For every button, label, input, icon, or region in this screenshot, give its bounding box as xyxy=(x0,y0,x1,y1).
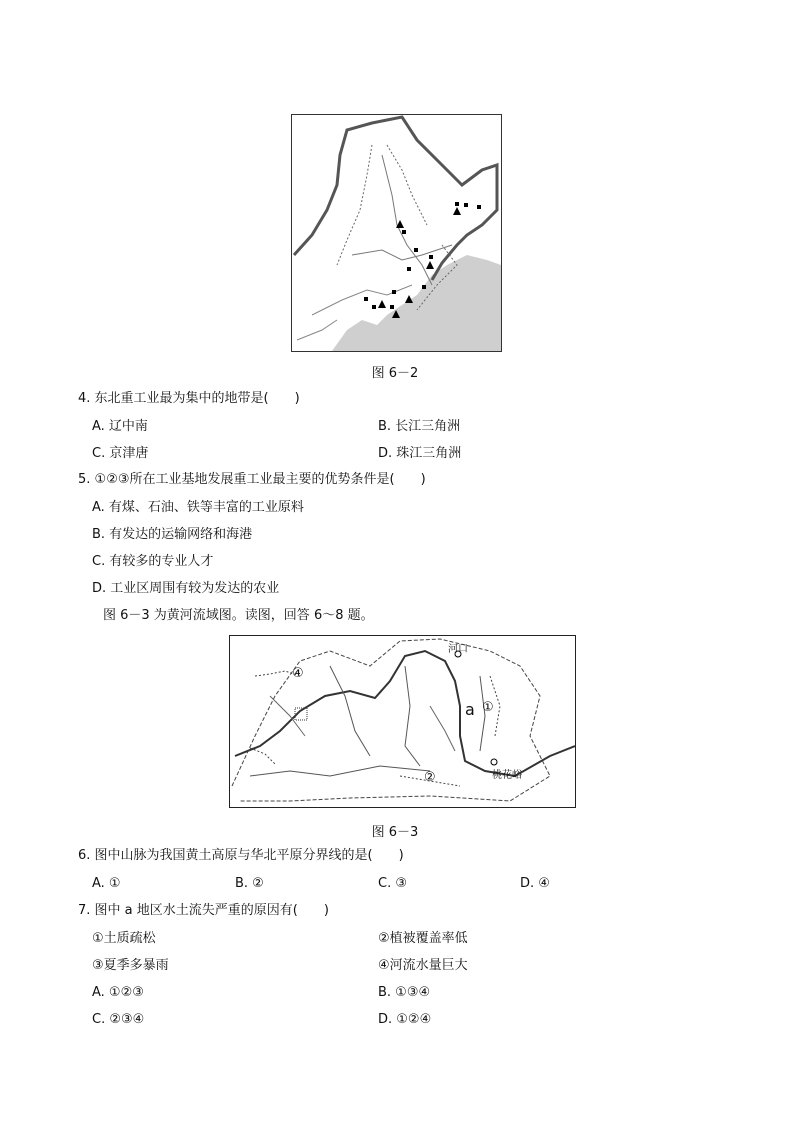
yellow-river-basin-map xyxy=(229,635,576,808)
question-4-option-b[interactable]: B. 长江三角洲 xyxy=(378,419,461,434)
question-6-option-a[interactable]: A. ① xyxy=(92,876,121,891)
question-6-stem: 6. 图中山脉为我国黄土高原与华北平原分界线的是( ) xyxy=(78,848,404,863)
question-5-stem: 5. ①②③所在工业基地发展重工业最主要的优势条件是( ) xyxy=(78,472,426,487)
label-area-a: a xyxy=(465,700,475,719)
question-5-option-d[interactable]: D. 工业区周围有较为发达的农业 xyxy=(92,581,280,596)
label-taohuayu: 桃花峪 xyxy=(492,770,522,781)
question-7-option-b[interactable]: B. ①③④ xyxy=(378,985,431,1000)
label-mountain-1: ① xyxy=(482,700,494,715)
question-5-option-b[interactable]: B. 有发达的运输网络和海港 xyxy=(92,527,253,542)
label-mountain-4: ④ xyxy=(292,666,304,681)
question-6-option-b[interactable]: B. ② xyxy=(235,876,264,891)
question-5-option-a[interactable]: A. 有煤、石油、铁等丰富的工业原料 xyxy=(92,500,304,515)
question-4-option-c[interactable]: C. 京津唐 xyxy=(92,446,149,461)
question-6-option-d[interactable]: D. ④ xyxy=(520,876,550,891)
label-hekou: 河口 xyxy=(448,644,468,655)
question-6-option-c[interactable]: C. ③ xyxy=(378,876,407,891)
figure-6-2-caption: 图 6－2 xyxy=(371,366,419,381)
question-7-item-3: ③夏季多暴雨 xyxy=(92,958,169,973)
question-4-option-d[interactable]: D. 珠江三角洲 xyxy=(378,446,462,461)
question-7-stem: 7. 图中 a 地区水土流失严重的原因有( ) xyxy=(78,903,329,918)
question-7-item-1: ①土质疏松 xyxy=(92,931,156,946)
figure-6-3-intro: 图 6－3 为黄河流域图。读图，回答 6～8 题。 xyxy=(103,608,374,623)
question-5-option-c[interactable]: C. 有较多的专业人才 xyxy=(92,554,214,569)
question-7-option-c[interactable]: C. ②③④ xyxy=(92,1012,145,1027)
figure-6-3-caption: 图 6－3 xyxy=(371,825,419,840)
label-mountain-2: ② xyxy=(424,770,436,785)
question-7-option-d[interactable]: D. ①②④ xyxy=(378,1012,432,1027)
question-4-option-a[interactable]: A. 辽中南 xyxy=(92,419,148,434)
question-4-stem: 4. 东北重工业最为集中的地带是( ) xyxy=(78,391,300,406)
question-7-item-2: ②植被覆盖率低 xyxy=(378,931,468,946)
question-7-item-4: ④河流水量巨大 xyxy=(378,958,468,973)
northeast-china-map xyxy=(291,114,502,352)
question-7-option-a[interactable]: A. ①②③ xyxy=(92,985,144,1000)
